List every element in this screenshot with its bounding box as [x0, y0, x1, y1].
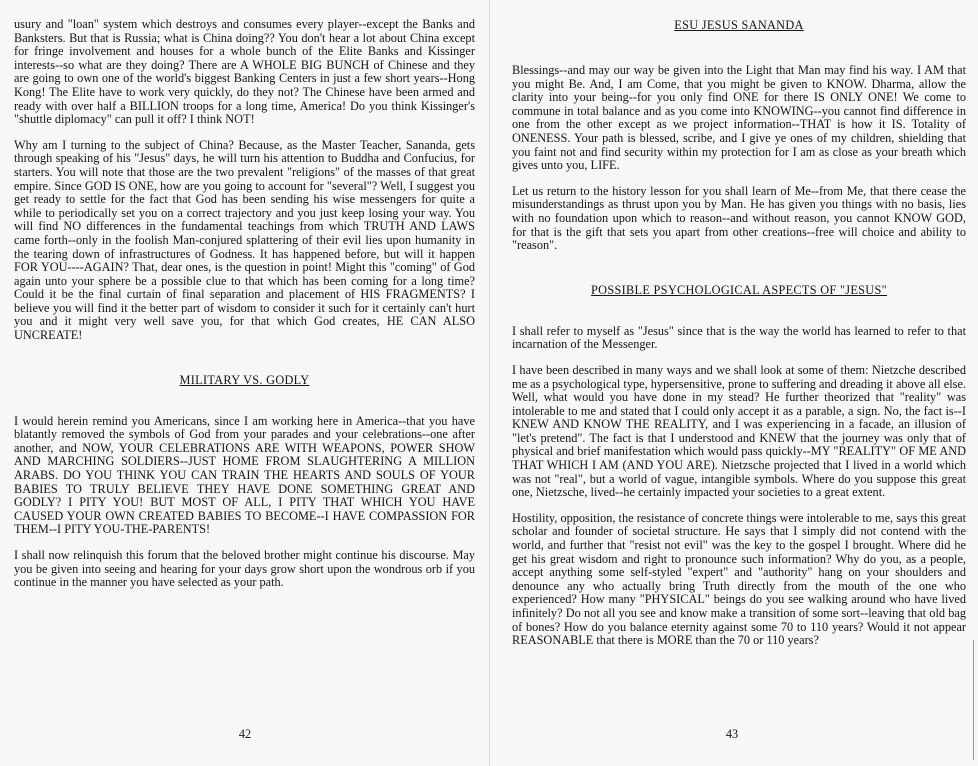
section-heading-psychological: POSSIBLE PSYCHOLOGICAL ASPECTS OF "JESUS": [591, 282, 887, 297]
left-paragraph-2: Why am I turning to the subject of China? Because, as the Master Teacher, Sananda, gets through speaking of his "Jesus" days, he will turn his attention to Buddha and Confucius, for starters. You will note that those are the two prevalent "religions" of the masses of that great empire. Since GOD IS ONE, how are you going to account for "several"? Well, I suggest you get ready to settle for the fact that God has been sending his wise messengers for quite a while to periodically set you on a correct trajectory and you just keep losing your way. You will find NO differences in the fundamental teachings from which TRUTH AND LAWS came forth--only in the foolish Man-conjured splattering of their evil lies upon humanity in the tearing down of infrastructures of Godness. It has happened before, but will it happen FOR YOU----AGAIN? That, dear ones, is the question in point! Might this "coming" of God again unto your sphere be a possible clue to that which has been coming for a long time? Could it be the final curtain of final separation and placement of HIS FRAGMENTS? I believe you will find it the better part of wisdom to consider it such for it certainly can't hurt you and it might very well save you, for that which God creates, HE CAN ALSO UNCREATE!: [14, 137, 475, 343]
right-page: [489, 0, 978, 766]
left-paragraph-3: I would herein remind you Americans, since I am working here in America--that you have blatantly removed the symbols of God from your parades and your celebrations--one after another, and NOW, YOUR CELEBRATIONS ARE WITH WEAPONS, POWER SHOW AND MARCHING SOLDIERS--JUST HOME FROM SLAUGHTERING A MILLION ARABS. DO YOU THINK YOU CAN TRAIN THE HEARTS AND SOULS OF YOUR BABIES TO TRULY BELIEVE THEY HAVE DONE SOMETHING GREAT AND GODLY? I PITY YOU! BUT MOST OF ALL, I PITY THAT WHICH YOU HAVE CAUSED YOUR OWN CREATED BABIES TO BECOME--I HAVE COMPASSION FOR THEM--I PITY YOU-THE-PARENTS!: [14, 413, 475, 537]
page-header-title: ESU JESUS SANANDA: [674, 18, 804, 32]
right-paragraph-3: I shall refer to myself as "Jesus" since that is the way the world has learned to refer to that incarnation of the Messenger.: [512, 323, 966, 352]
section-heading-military: MILITARY VS. GODLY: [179, 372, 310, 387]
page-number-left: 42: [238, 727, 252, 741]
left-paragraph-1: usury and "loan" system which destroys and consumes every player--except the Banks and Banksters. But that is Russia; what is China doing?? You don't hear a lot about China except for fringe involvement and houses for a whole bunch of the Elite Banks and Kissinger interests--so what are they doing? There are A WHOLE BIG BUNCH of Chinese and they are going to own one of the world's biggest Banking Centers in just a few short years--Hong Kong! The Elite have to work very quickly, do they not? The Chinese have been armed and ready with over half a BILLION troops for a long time, America! Do you think Kissinger's "shuttle diplomacy" can pull it off? I think NOT!: [14, 17, 475, 127]
right-paragraph-2: Let us return to the history lesson for you shall learn of Me--from Me, that there cease the misunderstandings as thrust upon you by Man. He has given you things with no basis, lies with no foundation upon which to reason--and without reason, you cannot KNOW GOD, for that is the gift that sets you apart from other creations--free will choice and ability to "reason".: [512, 183, 966, 253]
right-paragraph-5: Hostility, opposition, the resistance of concrete things were intolerable to me, says this great scholar and founder of societal structure. He says that I simply did not contend with the world, and further that "resist not evil" was the key to the gospel I brought. Where did he get his great wisdom and right to pronounce such information? Why do you, as a people, accept anything some self-styled "expert" and "authority" hang on your shoulders and denounce any who actually bring Truth directly from the mouth of the one who experienced? How many "PHYSICAL" beings do you see walking around who have lived infinitely? Do not all you see and know make a transition of some sort--leaving that old bag of bones? How do you balance eternity against some 70 to 110 years? Would it not appear REASONABLE that there is MORE than the 70 or 110 years?: [512, 510, 966, 648]
left-paragraph-4: I shall now relinquish this forum that the beloved brother might continue his discourse. May you be given into seeing and hearing for your days grow short upon the wondrous orb if you continue in the manner you have selected as your path.: [14, 548, 475, 590]
right-paragraph-1: Blessings--and may our way be given into the Light that Man may find his way. I AM that you might Be. And, I am Come, that you might be given to KNOW. Dharma, allow the clarity into your being--for you only find ONE for there IS ONLY ONE! We come to commune in total balance and as you come into KNOWING--you cannot find difference in one from the other except as we project information--THAT is how it IS. Totality of ONENESS. Your path is blessed, scribe, and I give ye ones of my children, shielding that you faint not and find security within my protection for I am as close as your breath which gives unto you, LIFE.: [512, 63, 966, 173]
right-paragraph-4: I have been described in many ways and we shall look at some of them: Nietzche described me as a psychological type, hypersensitive, prone to suffering and dreading it above all else. Well, what would you have done in my stead? He further theorized that "reality" was intolerable to me and stated that I could only accept it as a parable, a sign. No, the fact is--I KNEW AND KNOW THE REALITY, and I was experiencing in a facade, an illusion of "let's pretend". The fact is that I understood and KNEW that the journey was only that of physical and brief manifestation which would pass quickly--MY "REALITY" OF ME AND THAT WHICH I AM (AND YOU ARE). Nietzsche projected that I lived in a world which was not "real", but a world of vague, intangible symbols. Where do you suppose this great one, Nietzsche, lived--he certainly impacted your societies to a great extent.: [512, 362, 966, 500]
page-number-right: 43: [725, 727, 739, 741]
page-edge-line: [973, 640, 974, 760]
